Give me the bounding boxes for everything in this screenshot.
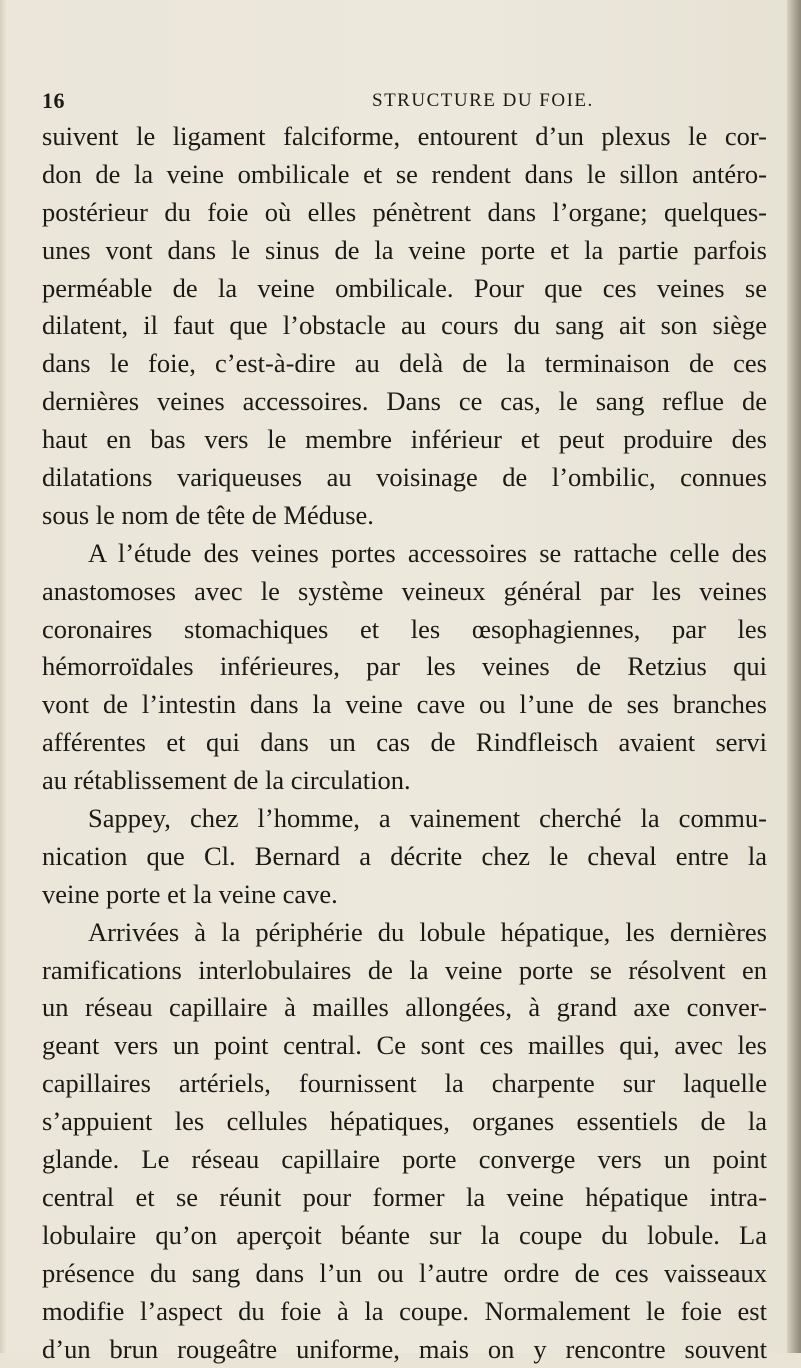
text-line: geant vers un point central. Ce sont ces mailles qui, avec les	[42, 1027, 767, 1065]
text-line: sous le nom de tête de Méduse.	[42, 497, 767, 535]
page-header	[42, 88, 772, 114]
running-head: STRUCTURE DU FOIE.	[372, 90, 594, 112]
paragraph-4	[42, 914, 767, 1368]
text-line: d’un brun rougeâtre uniforme, mais on y rencontre souvent	[42, 1331, 767, 1368]
text-line: un réseau capillaire à mailles allongées, à grand axe conver-	[42, 989, 767, 1027]
text-line: modifie l’aspect du foie à la coupe. Normalement le foie est	[42, 1293, 767, 1331]
page-right-edge-shadow	[787, 0, 801, 1353]
text-line: dans le foie, c’est-à-dire au delà de la terminaison de ces	[42, 345, 767, 383]
body-text	[42, 118, 767, 1368]
text-line: lobulaire qu’on aperçoit béante sur la coupe du lobule. La	[42, 1217, 767, 1255]
text-line: vont de l’intestin dans la veine cave ou l’une de ses branches	[42, 686, 767, 724]
text-line: anastomoses avec le système veineux général par les veines	[42, 573, 767, 611]
text-line: coronaires stomachiques et les œsophagiennes, par les	[42, 611, 767, 649]
text-line: au rétablissement de la circulation.	[42, 762, 767, 800]
text-line: postérieur du foie où elles pénètrent dans l’organe; quelques-	[42, 194, 767, 232]
page-number: 16	[42, 88, 65, 114]
text-line: capillaires artériels, fournissent la charpente sur laquelle	[42, 1065, 767, 1103]
text-line: nication que Cl. Bernard a décrite chez le cheval entre la	[42, 838, 767, 876]
text-line: suivent le ligament falciforme, entourent d’un plexus le cor-	[42, 118, 767, 156]
text-line: dernières veines accessoires. Dans ce cas, le sang reflue de	[42, 383, 767, 421]
paragraph-2	[42, 535, 767, 800]
text-line: s’appuient les cellules hépatiques, organes essentiels de la	[42, 1103, 767, 1141]
text-line: glande. Le réseau capillaire porte converge vers un point	[42, 1141, 767, 1179]
text-line: central et se réunit pour former la veine hépatique intra-	[42, 1179, 767, 1217]
text-line: dilatent, il faut que l’obstacle au cours du sang ait son siège	[42, 307, 767, 345]
text-line: don de la veine ombilicale et se rendent dans le sillon antéro-	[42, 156, 767, 194]
text-line: Arrivées à la périphérie du lobule hépatique, les dernières	[42, 914, 767, 952]
page-left-edge	[0, 0, 6, 1353]
text-line: ramifications interlobulaires de la veine porte se résolvent en	[42, 952, 767, 990]
text-line: perméable de la veine ombilicale. Pour que ces veines se	[42, 270, 767, 308]
text-line: haut en bas vers le membre inférieur et peut produire des	[42, 421, 767, 459]
text-line: présence du sang dans l’un ou l’autre ordre de ces vaisseaux	[42, 1255, 767, 1293]
paragraph-3	[42, 800, 767, 914]
text-line: Sappey, chez l’homme, a vainement cherché la commu-	[42, 800, 767, 838]
text-line: unes vont dans le sinus de la veine porte et la partie parfois	[42, 232, 767, 270]
text-line: A l’étude des veines portes accessoires se rattache celle des	[42, 535, 767, 573]
text-line: dilatations variqueuses au voisinage de l’ombilic, connues	[42, 459, 767, 497]
paragraph-1	[42, 118, 767, 535]
text-line: hémorroïdales inférieures, par les veines de Retzius qui	[42, 648, 767, 686]
text-line: afférentes et qui dans un cas de Rindfleisch avaient servi	[42, 724, 767, 762]
text-line: veine porte et la veine cave.	[42, 876, 767, 914]
